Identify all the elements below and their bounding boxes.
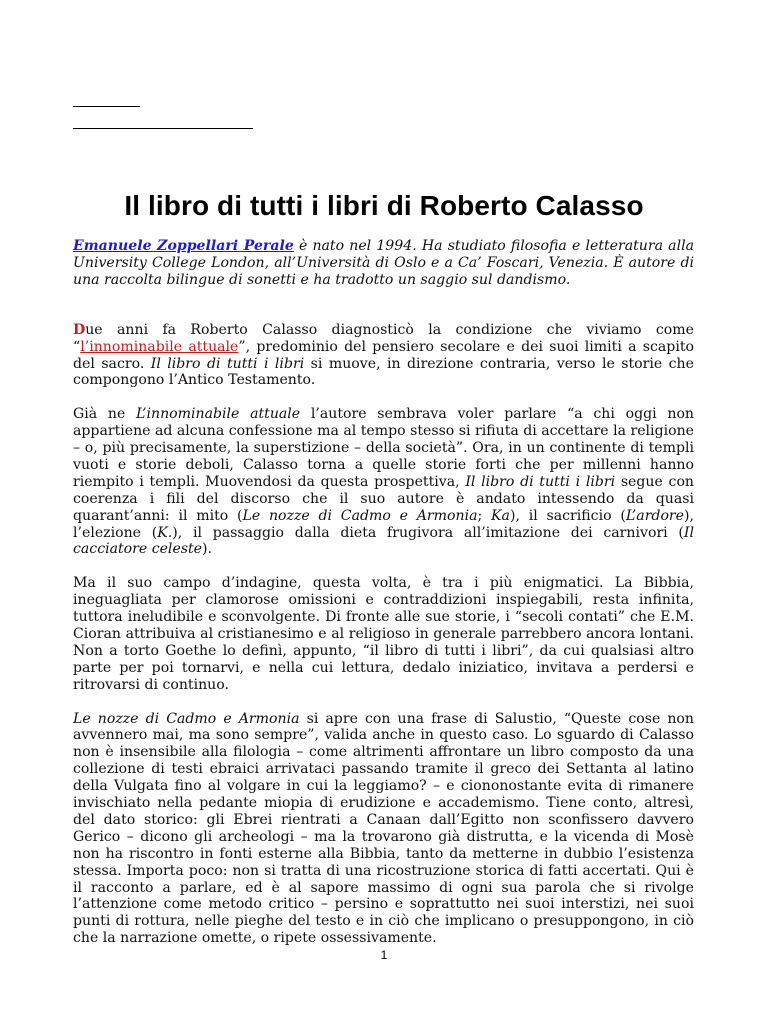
article-body: [73, 238, 694, 964]
paragraph-3: Ma il suo campo d’indagine, questa volta, è tra i più enigmatici. La Bibbia, ineguagliata per clamorose omissioni e contraddizioni inspiegabili, resta infinita, tuttora ineludibile e sconvolgente. Di fronte alle sue storie, i “secoli contati” che E.M. Cioran attribuiva al cristianesimo e al religioso in generale parrebbero ancora lontani. Non a torto Goethe lo definì, appunto, “il libro di tutti i libri”, da cui qualsiasi altro parte per poi tornarvi, e nella cui lettura, dedalo iniziatico, invitava a perdersi e ritrovarsi di continuo.: [73, 575, 694, 693]
paragraph-2: Già ne L’innominabile attuale l’autore sembrava voler parlare “a chi oggi non appartiene ad alcuna confessione ma al tempo stesso si rifiuta di accettare la religione – o, più precisamente, la superstizione – della società”. Ora, in un continente di templi vuoti e storie deboli, Calasso torna a quelle storie forti che per millenni hanno riempito i templi. Muovendosi da questa prospettiva, Il libro di tutti i libri segue con coerenza i fili del discorso che il suo autore è andato intessendo da quasi quarant’anni: il mito (Le nozze di Cadmo e Armonia; Ka), il sacrificio (L’ardore), l’elezione (K.), il passaggio dalla dieta frugivora all’imitazione dei carnivori (Il cacciatore celeste).: [73, 406, 695, 558]
author-bio: è nato nel 1994. Ha studiato filosofia e letteratura alla University College London, all’Università di Oslo e a Ca’ Foscari, Venezia. È autore di una raccolta bilingue di sonetti e ha tradotto un saggio sul dandismo.: [73, 238, 694, 288]
header-rule-long: [73, 128, 253, 129]
paragraph-1: Due anni fa Roberto Calasso diagnosticò la condizione che viviamo come “l’innominabile attuale”, predominio del pensiero secolare e dei suoi limiti a scapito del sacro. Il libro di tutti i libri si muove, in direzione contraria, verso le storie che compongono l’Antico Testamento.: [73, 321, 694, 389]
header-rule-short: [73, 106, 140, 107]
innominabile-link[interactable]: l’innominabile attuale: [80, 338, 239, 355]
author-link[interactable]: Emanuele Zoppellari Perale: [73, 238, 294, 254]
article-title: Il libro di tutti i libri di Roberto Calasso: [124, 190, 644, 221]
page-number: 1: [380, 948, 388, 962]
author-note: [73, 238, 694, 289]
paragraph-4: Le nozze di Cadmo e Armonia si apre con una frase di Salustio, “Queste cose non avvennero mai, ma sono sempre”, valida anche in questo caso. Lo sguardo di Calasso non è insensibile alla filologia – come altrimenti affrontare un libro composto da una collezione di testi ebraici arrivataci passando tramite il greco dei Settanta al latino della Vulgata fino al volgare in cui la leggiamo? – e ciononostante evita di rimanere invischiato nella pedante miopia di erudizione e accademismo. Tiene conto, altresì, del dato storico: gli Ebrei rientrati a Canaan dall’Egitto non sconfissero davvero Gerico – dicono gli archeologi – ma la trovarono già distrutta, e la vicenda di Mosè non ha riscontro in fonti esterne alla Bibbia, tanto da metterne in dubbio l’esistenza stessa. Importa poco: non si tratta di una ricostruzione storica di fatti accertati. Qui è il racconto a parlare, ed è al sapore massimo di ogni sua parola che si rivolge l’attenzione come metodo critico – persino e soprattutto nei suoi interstizi, nei suoi punti di rottura, nelle pieghe del testo e in ciò che implicano o presuppongono, in ciò che la narrazione omette, o ripete ossessivamente.: [73, 710, 694, 947]
drop-cap: D: [73, 321, 86, 338]
